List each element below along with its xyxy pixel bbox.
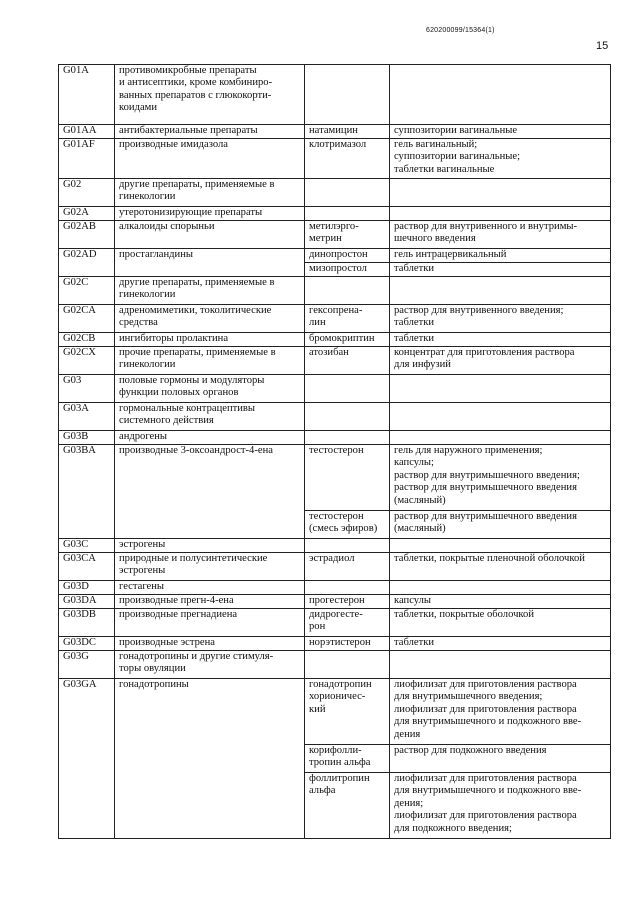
group-name-cell: производные 3-оксоандрост-4-ена [115,445,305,539]
group-name-cell: ингибиторы пролактина [115,333,305,347]
drug-name-cell: мизопростол [305,263,390,277]
dosage-forms-cell: гель интрацервикальный [390,249,611,263]
atc-code-cell: G01AA [59,125,115,139]
dosage-forms-cell: раствор для внутривенного введения; таблетки [390,305,611,333]
drug-name-cell: метилэрго- метрин [305,221,390,249]
atc-code-cell: G03DB [59,609,115,637]
atc-code-cell: G03CA [59,553,115,581]
group-name-cell: производные эстрена [115,637,305,651]
group-name-cell: утеротонизирующие препараты [115,207,305,221]
dosage-forms-cell: таблетки [390,263,611,277]
drug-name-cell: гонадотропин хорионичес- кий [305,679,390,745]
table-row [59,207,611,221]
dosage-forms-cell: лиофилизат для приготовления раствора для внутримышечного введения; лиофилизат для приготовления раствора для внутримышечного и подкожного вве- дения [390,679,611,745]
table-row [59,445,611,511]
atc-code-cell: G03DC [59,637,115,651]
group-name-cell: другие препараты, применяемые в гинекологии [115,179,305,207]
table-row [59,375,611,403]
dosage-forms-cell: гель для наружного применения; капсулы; раствор для внутримышечного введения; раствор для внутримышечного введения (масляный) [390,445,611,511]
group-name-cell: простагландины [115,249,305,277]
dosage-forms-cell: концентрат для приготовления раствора для инфузий [390,347,611,375]
group-name-cell: производные прегн-4-ена [115,595,305,609]
group-name-cell: прочие препараты, применяемые в гинекологии [115,347,305,375]
atc-code-cell: G02A [59,207,115,221]
dosage-forms-cell: гель вагинальный; суппозитории вагинальные; таблетки вагинальные [390,139,611,179]
drug-name-cell [305,581,390,595]
atc-code-cell: G02CX [59,347,115,375]
drug-name-cell [305,539,390,553]
dosage-forms-cell [390,375,611,403]
atc-code-cell: G03C [59,539,115,553]
group-name-cell: гонадотропины и другие стимуля- торы овуляции [115,651,305,679]
drug-name-cell [305,651,390,679]
atc-code-cell: G03G [59,651,115,679]
atc-code-cell: G01AF [59,139,115,179]
table-row [59,347,611,375]
drug-name-cell: эстрадиол [305,553,390,581]
table-row [59,65,611,125]
atc-code-cell: G02AB [59,221,115,249]
table-row [59,179,611,207]
table-row [59,139,611,179]
table-row [59,539,611,553]
atc-code-cell: G03B [59,431,115,445]
atc-code-cell: G03DA [59,595,115,609]
atc-drug-table [58,64,611,839]
drug-name-cell: натамицин [305,125,390,139]
atc-code-cell: G03BA [59,445,115,539]
table-row [59,221,611,249]
dosage-forms-cell [390,277,611,305]
drug-name-cell [305,375,390,403]
drug-name-cell: тестостерон (смесь эфиров) [305,511,390,539]
dosage-forms-cell: раствор для подкожного введения [390,745,611,773]
drug-name-cell [305,403,390,431]
table-body [59,65,611,839]
table-row [59,609,611,637]
dosage-forms-cell: суппозитории вагинальные [390,125,611,139]
table-row [59,595,611,609]
dosage-forms-cell [390,539,611,553]
group-name-cell: алкалоиды спорыньи [115,221,305,249]
atc-code-cell: G02CB [59,333,115,347]
group-name-cell: антибактериальные препараты [115,125,305,139]
group-name-cell: производные имидазола [115,139,305,179]
drug-name-cell: фоллитропин альфа [305,773,390,839]
drug-name-cell [305,277,390,305]
atc-code-cell: G02C [59,277,115,305]
drug-name-cell: атозибан [305,347,390,375]
atc-code-cell: G03D [59,581,115,595]
table-row [59,581,611,595]
dosage-forms-cell: капсулы [390,595,611,609]
document-number: 620200099/15364(1) [426,27,495,34]
table-row [59,305,611,333]
dosage-forms-cell: раствор для внутримышечного введения (масляный) [390,511,611,539]
dosage-forms-cell: таблетки, покрытые оболочкой [390,609,611,637]
drug-name-cell: динопростон [305,249,390,263]
dosage-forms-cell [390,207,611,221]
dosage-forms-cell: таблетки [390,333,611,347]
group-name-cell: адреномиметики, токолитические средства [115,305,305,333]
drug-name-cell [305,179,390,207]
dosage-forms-cell: таблетки, покрытые пленочной оболочкой [390,553,611,581]
atc-code-cell: G03GA [59,679,115,839]
atc-code-cell: G02 [59,179,115,207]
dosage-forms-cell [390,403,611,431]
group-name-cell: гормональные контрацептивы системного действия [115,403,305,431]
drug-name-cell: тестостерон [305,445,390,511]
atc-code-cell: G03A [59,403,115,431]
drug-name-cell [305,207,390,221]
atc-code-cell: G02CA [59,305,115,333]
drug-name-cell: клотримазол [305,139,390,179]
group-name-cell: производные прегнадиена [115,609,305,637]
page-number: 15 [596,40,609,52]
dosage-forms-cell [390,581,611,595]
dosage-forms-cell: таблетки [390,637,611,651]
table-row [59,333,611,347]
table-row [59,431,611,445]
table-row [59,637,611,651]
table-row [59,651,611,679]
table-row [59,403,611,431]
group-name-cell: другие препараты, применяемые в гинекологии [115,277,305,305]
drug-name-cell: гексопрена- лин [305,305,390,333]
atc-code-cell: G03 [59,375,115,403]
table-row [59,249,611,263]
group-name-cell: андрогены [115,431,305,445]
drug-name-cell: корифолли- тропин альфа [305,745,390,773]
table-row [59,277,611,305]
dosage-forms-cell [390,65,611,125]
drug-name-cell: дидрогесте- рон [305,609,390,637]
drug-name-cell: бромокриптин [305,333,390,347]
dosage-forms-cell [390,431,611,445]
table-row [59,679,611,745]
group-name-cell: противомикробные препараты и антисептики, кроме комбиниро- ванных препаратов с глюкокорти- коидами [115,65,305,125]
group-name-cell: гонадотропины [115,679,305,839]
atc-code-cell: G01A [59,65,115,125]
group-name-cell: гестагены [115,581,305,595]
group-name-cell: половые гормоны и модуляторы функции половых органов [115,375,305,403]
drug-name-cell: прогестерон [305,595,390,609]
dosage-forms-cell [390,651,611,679]
table-row [59,553,611,581]
drug-name-cell [305,431,390,445]
dosage-forms-cell: раствор для внутривенного и внутримы- шечного введения [390,221,611,249]
drug-name-cell [305,65,390,125]
atc-code-cell: G02AD [59,249,115,277]
group-name-cell: эстрогены [115,539,305,553]
drug-name-cell: норэтистерон [305,637,390,651]
table-row [59,125,611,139]
dosage-forms-cell [390,179,611,207]
dosage-forms-cell: лиофилизат для приготовления раствора для внутримышечного и подкожного вве- дения; лиофилизат для приготовления раствора для подкожного введения; [390,773,611,839]
group-name-cell: природные и полусинтетические эстрогены [115,553,305,581]
